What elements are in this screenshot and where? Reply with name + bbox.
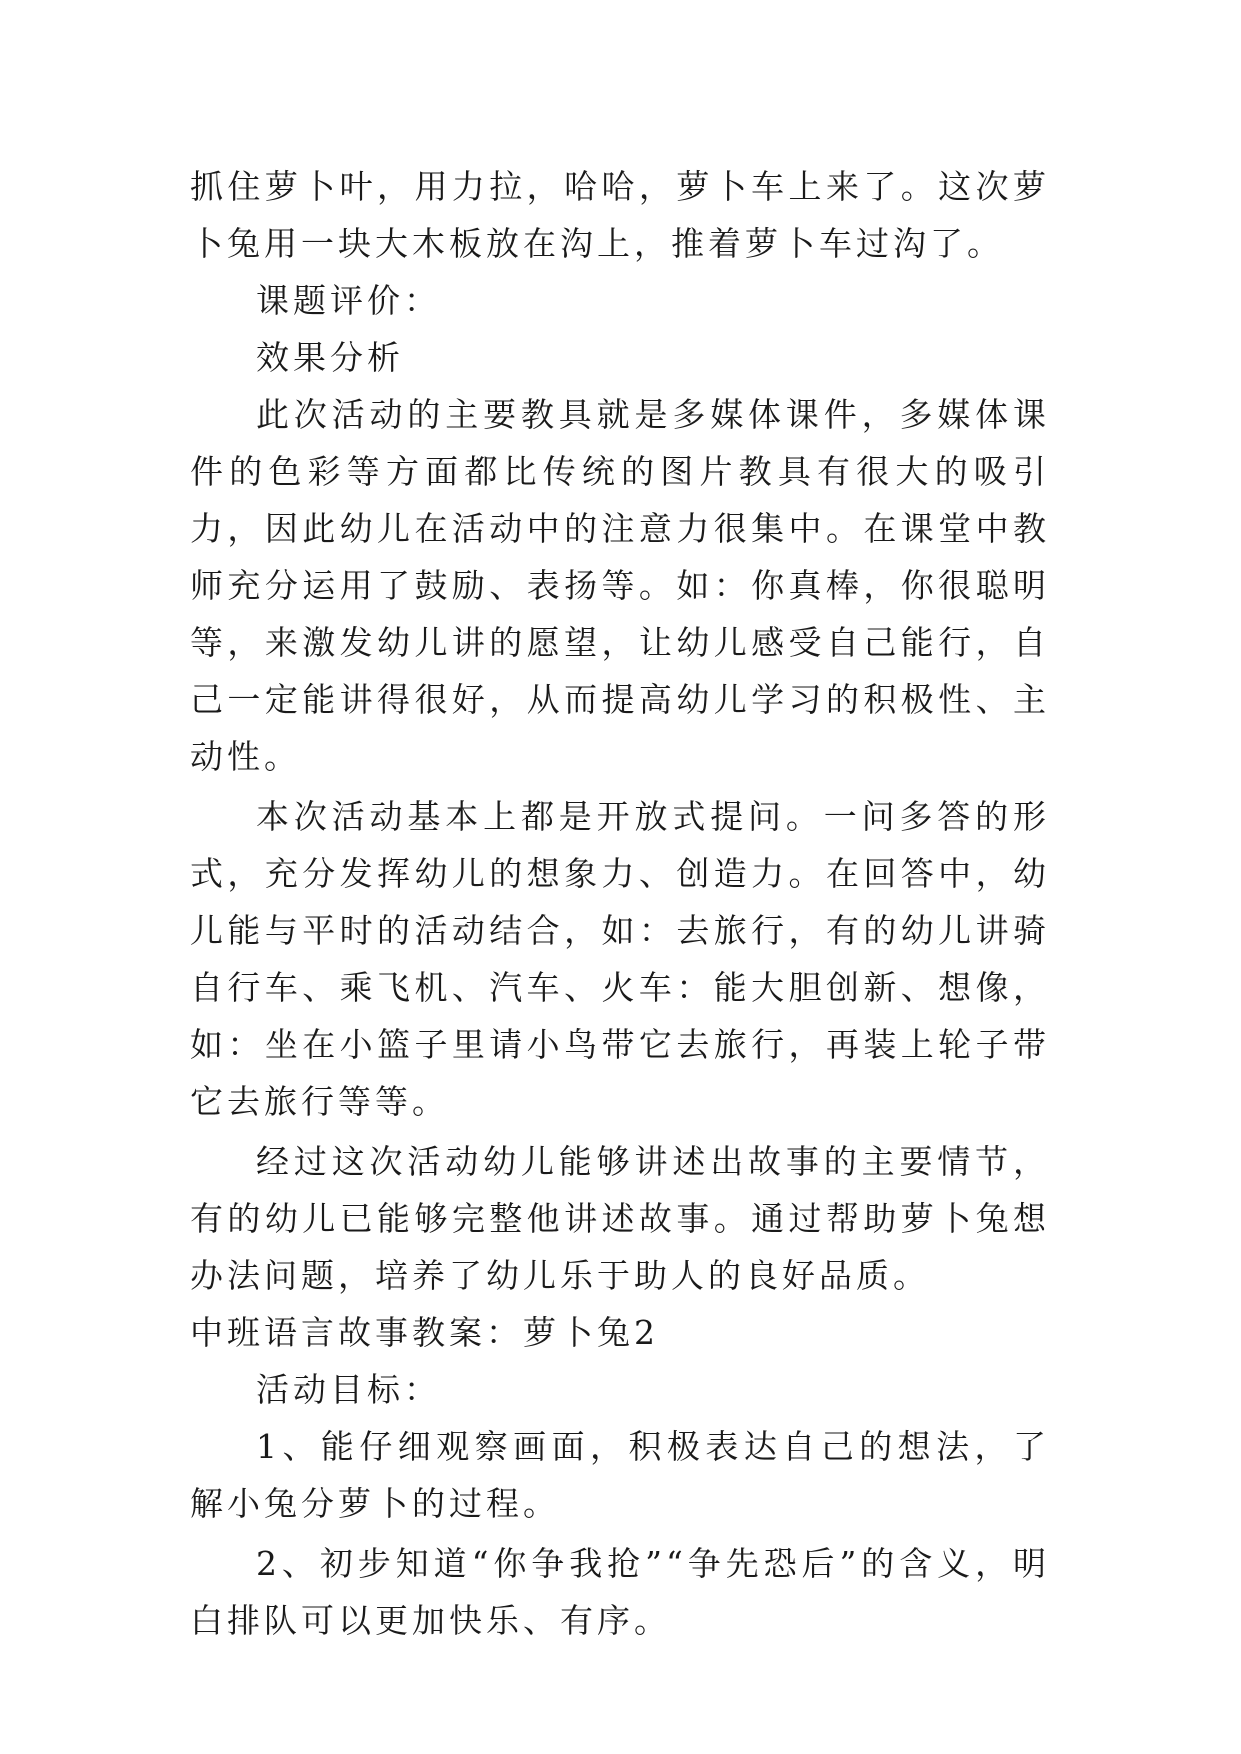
document-page	[190, 158, 1050, 1649]
heading-effect-analysis: 效果分析	[256, 338, 404, 377]
paragraph-analysis-2: 本次活动基本上都是开放式提问。一问多答的形式，充分发挥幼儿的想象力、创造力。在回答中，幼儿能与平时的活动结合，如：去旅行，有的幼儿讲骑自行车、乘飞机、汽车、火车：能大胆创新、想像，如：坐在小篮子里请小鸟带它去旅行，再装上轮子带它去旅行等等。	[190, 797, 1050, 1121]
section-title: 中班语言故事教案：萝卜兔2	[190, 1313, 659, 1352]
paragraph-story-ending: 抓住萝卜叶，用力拉，哈哈，萝卜车上来了。这次萝卜兔用一块大木板放在沟上，推着萝卜车过沟了。	[190, 167, 1050, 263]
heading-evaluation: 课题评价：	[256, 281, 441, 320]
objective-item-2: 2、初步知道“你争我抢”“争先恐后”的含义，明白排队可以更加快乐、有序。	[190, 1544, 1050, 1640]
heading-objectives: 活动目标：	[256, 1370, 441, 1409]
objective-item-1: 1、能仔细观察画面，积极表达自己的想法，了解小兔分萝卜的过程。	[190, 1427, 1050, 1523]
paragraph-analysis-3: 经过这次活动幼儿能够讲述出故事的主要情节，有的幼儿已能够完整他讲述故事。通过帮助萝卜兔想办法问题，培养了幼儿乐于助人的良好品质。	[190, 1142, 1050, 1295]
paragraph-analysis-1: 此次活动的主要教具就是多媒体课件，多媒体课件的色彩等方面都比传统的图片教具有很大的吸引力，因此幼儿在活动中的注意力很集中。在课堂中教师充分运用了鼓励、表扬等。如：你真棒，你很聪明等，来激发幼儿讲的愿望，让幼儿感受自己能行，自己一定能讲得很好，从而提高幼儿学习的积极性、主动性。	[190, 395, 1050, 776]
